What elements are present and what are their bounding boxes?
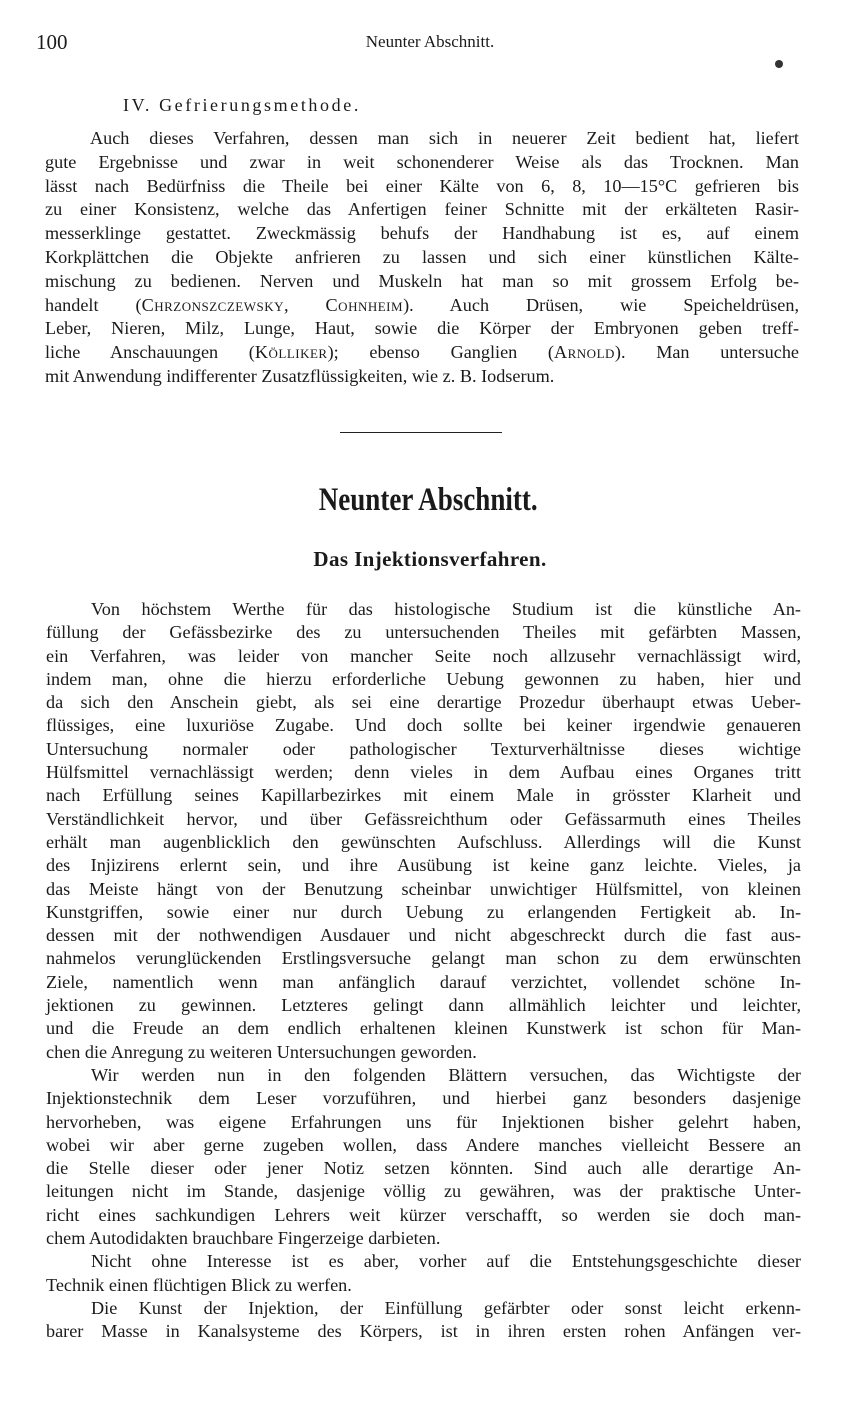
- text-segment: richt eines sachkundigen Lehrers weit kürzer verschafft, so werden sie doch man-: [46, 1204, 801, 1225]
- text-segment: Untersuchung normaler oder pathologischer Texturverhältnisse dieses wichtige: [46, 738, 801, 759]
- text-line: [46, 761, 801, 784]
- text-line: [45, 341, 799, 365]
- text-segment: leitungen nicht im Stande, dasjenige völlig zu gewähren, was der praktische Unter-: [46, 1181, 801, 1202]
- text-segment: ein Verfahren, was leider von mancher Seite noch allzusehr vernachlässigt wird,: [46, 645, 801, 666]
- text-segment: chen die Anregung zu weiteren Untersuchungen geworden.: [46, 1041, 477, 1062]
- section-divider: [340, 432, 502, 433]
- text-line: [45, 222, 799, 246]
- section-iv-body: [45, 127, 799, 389]
- running-title-text: Neunter Abschnitt.: [365, 32, 495, 51]
- text-line: [46, 1017, 801, 1040]
- text-segment: des Injizirens erlernt sein, und ihre Ausübung ist keine ganz leichte. Vieles, ja: [46, 855, 801, 876]
- text-line: [46, 924, 801, 947]
- text-segment: Nicht ohne Interesse ist es aber, vorher auf die Entstehungsgeschichte dieser: [91, 1251, 801, 1272]
- text-segment: ). Auch Drüsen, wie Speicheldrüsen,: [403, 294, 800, 315]
- author-name: Arnold: [553, 342, 615, 363]
- author-name: Cohnheim: [325, 294, 404, 315]
- text-segment: Korkplättchen die Objekte anfrieren zu lassen und sich einer künstlichen Kälte-: [45, 246, 799, 267]
- text-segment: da sich den Anschein giebt, als sei eine derartige Prozedur überhaupt etwas Ueber-: [46, 692, 801, 713]
- text-segment: liche Anschauungen (: [45, 342, 255, 363]
- text-segment: Injektionstechnik dem Leser vorzuführen, und hierbei ganz besonders dasjenige: [46, 1088, 801, 1109]
- text-segment: Hülfsmittel vernachlässigt werden; denn vieles in dem Aufbau eines Organes tritt: [46, 762, 801, 783]
- text-segment: hervorheben, was eigene Erfahrungen uns für Injektionen bisher gelehrt haben,: [46, 1111, 801, 1132]
- text-segment: barer Masse in Kanalsysteme des Körpers, ist in ihren ersten rohen Anfängen ver-: [46, 1321, 801, 1342]
- chapter-subtitle: Das Injektionsverfahren.: [313, 547, 547, 571]
- text-line: [46, 1064, 801, 1087]
- paragraph: [46, 598, 801, 1064]
- text-line: [46, 738, 801, 761]
- text-segment: indem man, ohne die hierzu erforderliche Uebung gewonnen zu haben, hier und: [46, 668, 801, 689]
- text-line: [46, 1227, 801, 1250]
- text-segment: handelt (: [45, 294, 142, 315]
- text-line: [46, 1250, 801, 1273]
- text-line: [45, 151, 799, 175]
- text-line: [46, 878, 801, 901]
- text-line: [46, 831, 801, 854]
- text-segment: nahmelos verunglückenden Erstlingsversuche gelangt man schon zu dem erwünschten: [46, 948, 801, 969]
- text-segment: füllung der Gefässbezirke des zu untersuchenden Theiles mit gefärbten Massen,: [46, 622, 801, 643]
- text-segment: flüssiges, eine luxuriöse Zugabe. Und doch sollte bei keiner irgendwie genaueren: [46, 715, 801, 736]
- text-segment: mit Anwendung indifferenter Zusatzflüssigkeiten, wie z. B. Iodserum.: [45, 365, 555, 386]
- text-line: [46, 691, 801, 714]
- text-segment: das Meiste hängt von der Benutzung scheinbar unwichtiger Hülfsmittel, von kleinen: [46, 878, 801, 899]
- text-segment: chem Autodidakten brauchbare Fingerzeige darbieten.: [46, 1228, 441, 1249]
- text-line: [46, 1134, 801, 1157]
- text-line: [45, 175, 799, 199]
- chapter-title: Neunter Abschnitt.: [318, 482, 538, 518]
- text-line: [46, 621, 801, 644]
- ink-spot: [775, 60, 783, 68]
- text-segment: und die Freude an dem endlich erhaltenen kleinen Kunstwerk ist schon für Man-: [46, 1018, 801, 1039]
- section-heading: IV. Gefrierungsmethode.: [123, 95, 361, 115]
- text-segment: ); ebenso Ganglien (: [327, 342, 554, 363]
- text-line: [46, 971, 801, 994]
- text-line: [46, 1111, 801, 1134]
- text-line: [45, 198, 799, 222]
- text-line: [46, 784, 801, 807]
- text-segment: messerklinge gestattet. Zweckmässig behufs der Handhabung ist es, auf einem: [45, 223, 799, 244]
- text-segment: zu einer Konsistenz, welche das Anfertigen feiner Schnitte mit der erkälteten Rasir-: [45, 199, 799, 220]
- text-segment: Von höchstem Werthe für das histologische Studium ist die künstliche An-: [91, 599, 801, 619]
- text-line: [46, 1087, 801, 1110]
- text-line: [46, 901, 801, 924]
- author-name: Kölliker: [254, 342, 328, 363]
- text-line: [46, 1297, 801, 1320]
- text-line: [46, 1320, 801, 1343]
- text-line: [46, 1157, 801, 1180]
- text-line: [45, 246, 799, 270]
- text-segment: nach Erfüllung seines Kapillarbezirkes mit einem Male in grösster Klarheit und: [46, 785, 801, 806]
- text-line: [46, 645, 801, 668]
- text-line: [46, 994, 801, 1017]
- chapter-body: [46, 598, 801, 1344]
- text-line: [46, 1274, 801, 1297]
- paragraph: [45, 127, 799, 389]
- text-line: [46, 714, 801, 737]
- text-line: [46, 947, 801, 970]
- text-segment: Ziele, namentlich wenn man anfänglich darauf verzichtet, vollendet schöne In-: [46, 971, 801, 992]
- text-segment: dessen mit der nothwendigen Ausdauer und nicht abgeschreckt durch die fast aus-: [46, 925, 801, 946]
- text-segment: Verständlichkeit hervor, und über Gefässreichthum oder Gefässarmuth eines Theiles: [46, 808, 801, 829]
- text-line: [46, 1180, 801, 1203]
- author-name: Chrzonszczewsky: [141, 294, 284, 315]
- running-title: [0, 32, 860, 52]
- paragraph: [46, 1064, 801, 1250]
- text-segment: lässt nach Bedürfniss die Theile bei einer Kälte von 6, 8, 10—15°C gefrieren bis: [45, 175, 799, 196]
- text-segment: Leber, Nieren, Milz, Lunge, Haut, sowie die Körper der Embryonen geben treff-: [45, 318, 799, 339]
- text-segment: Kunstgriffen, sowie einer nur durch Uebung zu erlangenden Fertigkeit ab. In-: [46, 901, 801, 922]
- text-line: [46, 668, 801, 691]
- text-segment: mischung zu bedienen. Nerven und Muskeln hat man so mit grossem Erfolg be-: [45, 270, 799, 291]
- text-line: [46, 598, 801, 621]
- text-line: [46, 854, 801, 877]
- paragraph: [46, 1250, 801, 1297]
- paragraph: [46, 1297, 801, 1344]
- page-number: 100: [36, 30, 68, 54]
- text-segment: die Stelle dieser oder jener Notiz setzen könnten. Sind auch alle derartige An-: [46, 1158, 801, 1179]
- text-segment: gute Ergebnisse und zwar in weit schonenderer Weise als das Trocknen. Man: [45, 151, 799, 172]
- text-line: [45, 317, 799, 341]
- text-line: [45, 294, 799, 318]
- text-line: [46, 1204, 801, 1227]
- text-segment: erhält man augenblicklich den gewünschten Aufschluss. Allerdings will die Kunst: [46, 831, 801, 852]
- text-segment: ). Man untersuche: [614, 342, 799, 363]
- text-line: [46, 1041, 801, 1064]
- text-segment: Auch dieses Verfahren, dessen man sich in neuerer Zeit bedient hat, liefert: [90, 128, 799, 148]
- text-segment: Technik einen flüchtigen Blick zu werfen.: [46, 1274, 352, 1295]
- text-segment: Die Kunst der Injektion, der Einfüllung gefärbter oder sonst leicht erkenn-: [91, 1297, 801, 1318]
- text-line: [45, 270, 799, 294]
- text-line: [45, 127, 799, 151]
- text-line: [45, 365, 799, 389]
- text-segment: wobei wir aber gerne zugeben wollen, dass Andere manches vielleicht Bessere an: [46, 1134, 801, 1155]
- text-segment: jektionen zu gewinnen. Letzteres gelingt dann allmählich leichter und leichter,: [46, 995, 801, 1016]
- text-segment: ,: [284, 294, 326, 315]
- text-line: [46, 808, 801, 831]
- text-segment: Wir werden nun in den folgenden Blättern versuchen, das Wichtigste der: [91, 1064, 801, 1085]
